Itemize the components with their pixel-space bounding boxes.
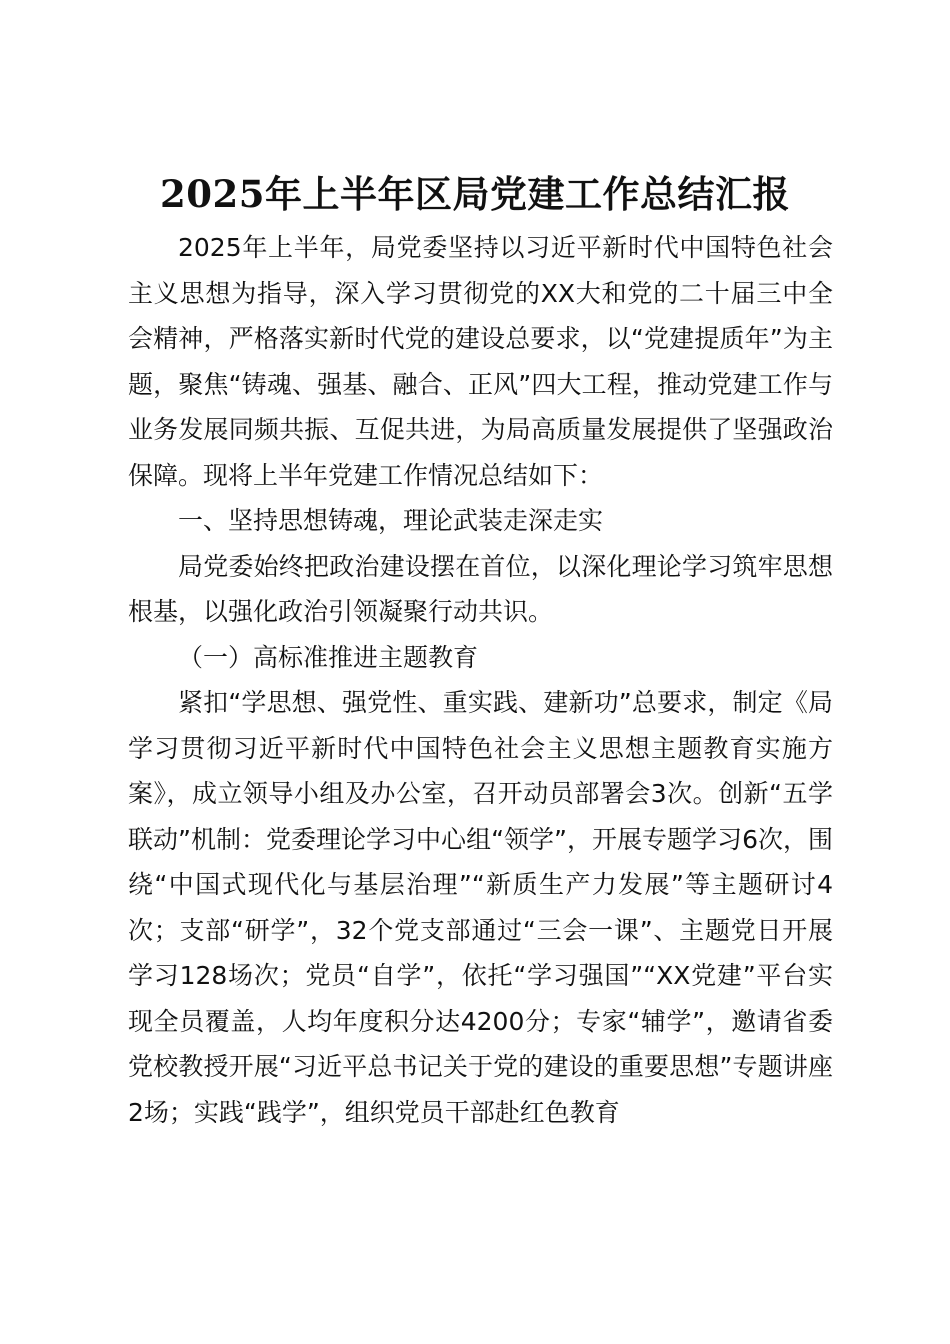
subsection-1-body: 紧扣“学思想、强党性、重实践、建新功”总要求，制定《局学习贯彻习近平新时代中国特色社会主义思想主题教育实施方案》，成立领导小组及办公室，召开动员部署会3次。创新“五学联动”机制：党委理论学习中心组“领学”，开展专题学习6次，围绕“中国式现代化与基层治理”“新质生产力发展”等主题研讨4次；支部“研学”，32个党支部通过“三会一课”、主题党日开展学习128场次；党员“自学”，依托“学习强国”“XX党建”平台实现全员覆盖，人均年度积分达4200分；专家“辅学”，邀请省委党校教授开展“习近平总书记关于党的建设的重要思想”专题讲座2场；实践“践学”，组织党员干部赴红色教育 [128,688,833,1127]
intro-paragraph: 2025年上半年，局党委坚持以习近平新时代中国特色社会主义思想为指导，深入学习贯彻党的XX大和党的二十届三中全会精神，严格落实新时代党的建设总要求，以“党建提质年”为主题，聚焦“铸魂、强基、融合、正风”四大工程，推动党建工作与业务发展同频共振、互促共进，为局高质量发展提供了坚强政治保障。现将上半年党建工作情况总结如下： [128,233,833,490]
section-1-summary: 局党委始终把政治建设摆在首位，以深化理论学习筑牢思想根基，以强化政治引领凝聚行动共识。 [128,551,833,626]
section-1-heading: 一、坚持思想铸魂，理论武装走深走实 [178,506,604,535]
document-title: 2025年上半年区局党建工作总结汇报 [160,172,790,216]
subsection-1-heading: （一）高标准推进主题教育 [178,642,479,672]
document-body [128,225,833,1135]
